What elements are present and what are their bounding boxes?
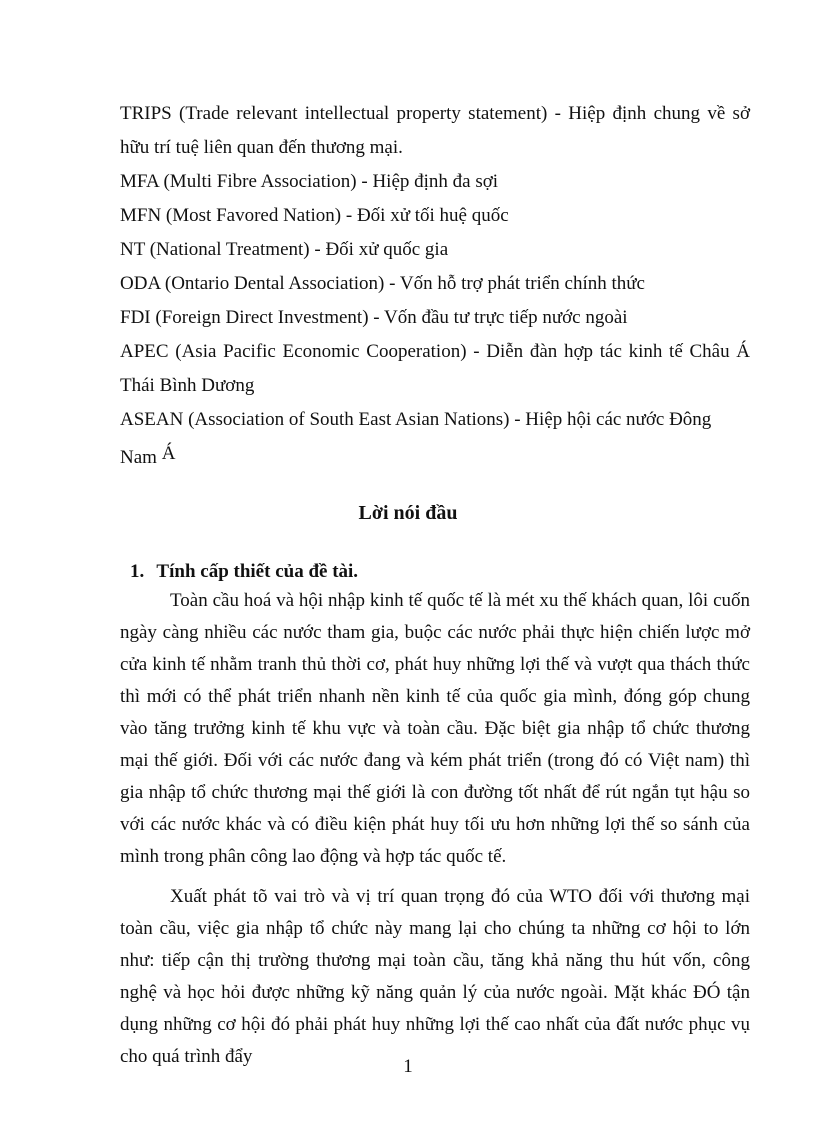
- section-number: 1.: [130, 561, 145, 582]
- abbreviation-item: NT (National Treatment) - Đối xử quốc gia: [120, 239, 449, 260]
- paragraph: Toàn cầu hoá và hội nhập kinh tế quốc tế là mét xu thế khách quan, lôi cuốn ngày càng nhiều các nước tham gia, buộc các nước phải thực hiện chiến lược mở cửa kinh tế nhằm tranh thủ thời cơ, phát huy những lợi thế và vượt qua thách thức thì mới có thể phát triển nhanh nền kinh tế của quốc gia mình, đóng góp chung vào tăng trưởng kinh tế khu vực và toàn cầu. Đặc biệt gia nhập tổ chức thương mại thế giới. Đối với các nước đang và kém phát triển (trong đó có Việt nam) thì gia nhập tổ chức thương mại thế giới là con đường tốt nhất để rút ngắn tụt hậu so với các nước khác và có điều kiện phát huy tối ưu hơn những lợi thế so sánh của mình trong phân công lao động và hợp tác quốc tế.: [120, 590, 750, 867]
- asean-subscript: Nam: [120, 447, 157, 468]
- page-number: 1: [403, 1056, 413, 1077]
- abbreviation-item: MFA (Multi Fibre Association) - Hiệp định đa sợi: [120, 171, 499, 192]
- abbreviation-item-asean: [120, 403, 750, 471]
- abbreviation-item: TRIPS (Trade relevant intellectual property statement) - Hiệp định chung về sở hữu trí tuệ liên quan đến thương mại.: [120, 103, 750, 158]
- asean-text: ASEAN (Association of South East Asian Nations) - Hiệp hội các nước Đông: [120, 409, 712, 430]
- abbreviation-item: FDI (Foreign Direct Investment) - Vốn đầu tư trực tiếp nước ngoài: [120, 307, 628, 328]
- abbreviation-list: [120, 97, 750, 471]
- abbreviation-item: APEC (Asia Pacific Economic Cooperation) - Diễn đàn hợp tác kinh tế Châu Á Thái Bình Dương: [120, 341, 750, 396]
- abbreviation-item: ODA (Ontario Dental Association) - Vốn hỗ trợ phát triển chính thức: [120, 273, 645, 294]
- section-heading: [130, 555, 750, 589]
- paragraph: Xuất phát tõ vai trò và vị trí quan trọng đó của WTO đối với thương mại toàn cầu, việc gia nhập tổ chức này mang lại cho chúng ta những cơ hội to lớn như: tiếp cận thị trường thương mại toàn cầu, tăng khả năng thu hút vốn, công nghệ và học hỏi được những kỹ năng quản lý của nước ngoài. Mặt khác ĐÓ tận dụng những cơ hội đó phải phát huy những lợi thế cao nhất của đất nước phục vụ cho quá trình đẩy: [120, 886, 750, 1067]
- abbreviation-item: MFN (Most Favored Nation) - Đối xử tối huệ quốc: [120, 205, 509, 226]
- section-title: Tính cấp thiết của đề tài.: [156, 561, 359, 582]
- asean-end: Á: [156, 443, 176, 464]
- page-title: Lời nói đầu: [358, 502, 458, 524]
- body-text: [120, 585, 750, 1073]
